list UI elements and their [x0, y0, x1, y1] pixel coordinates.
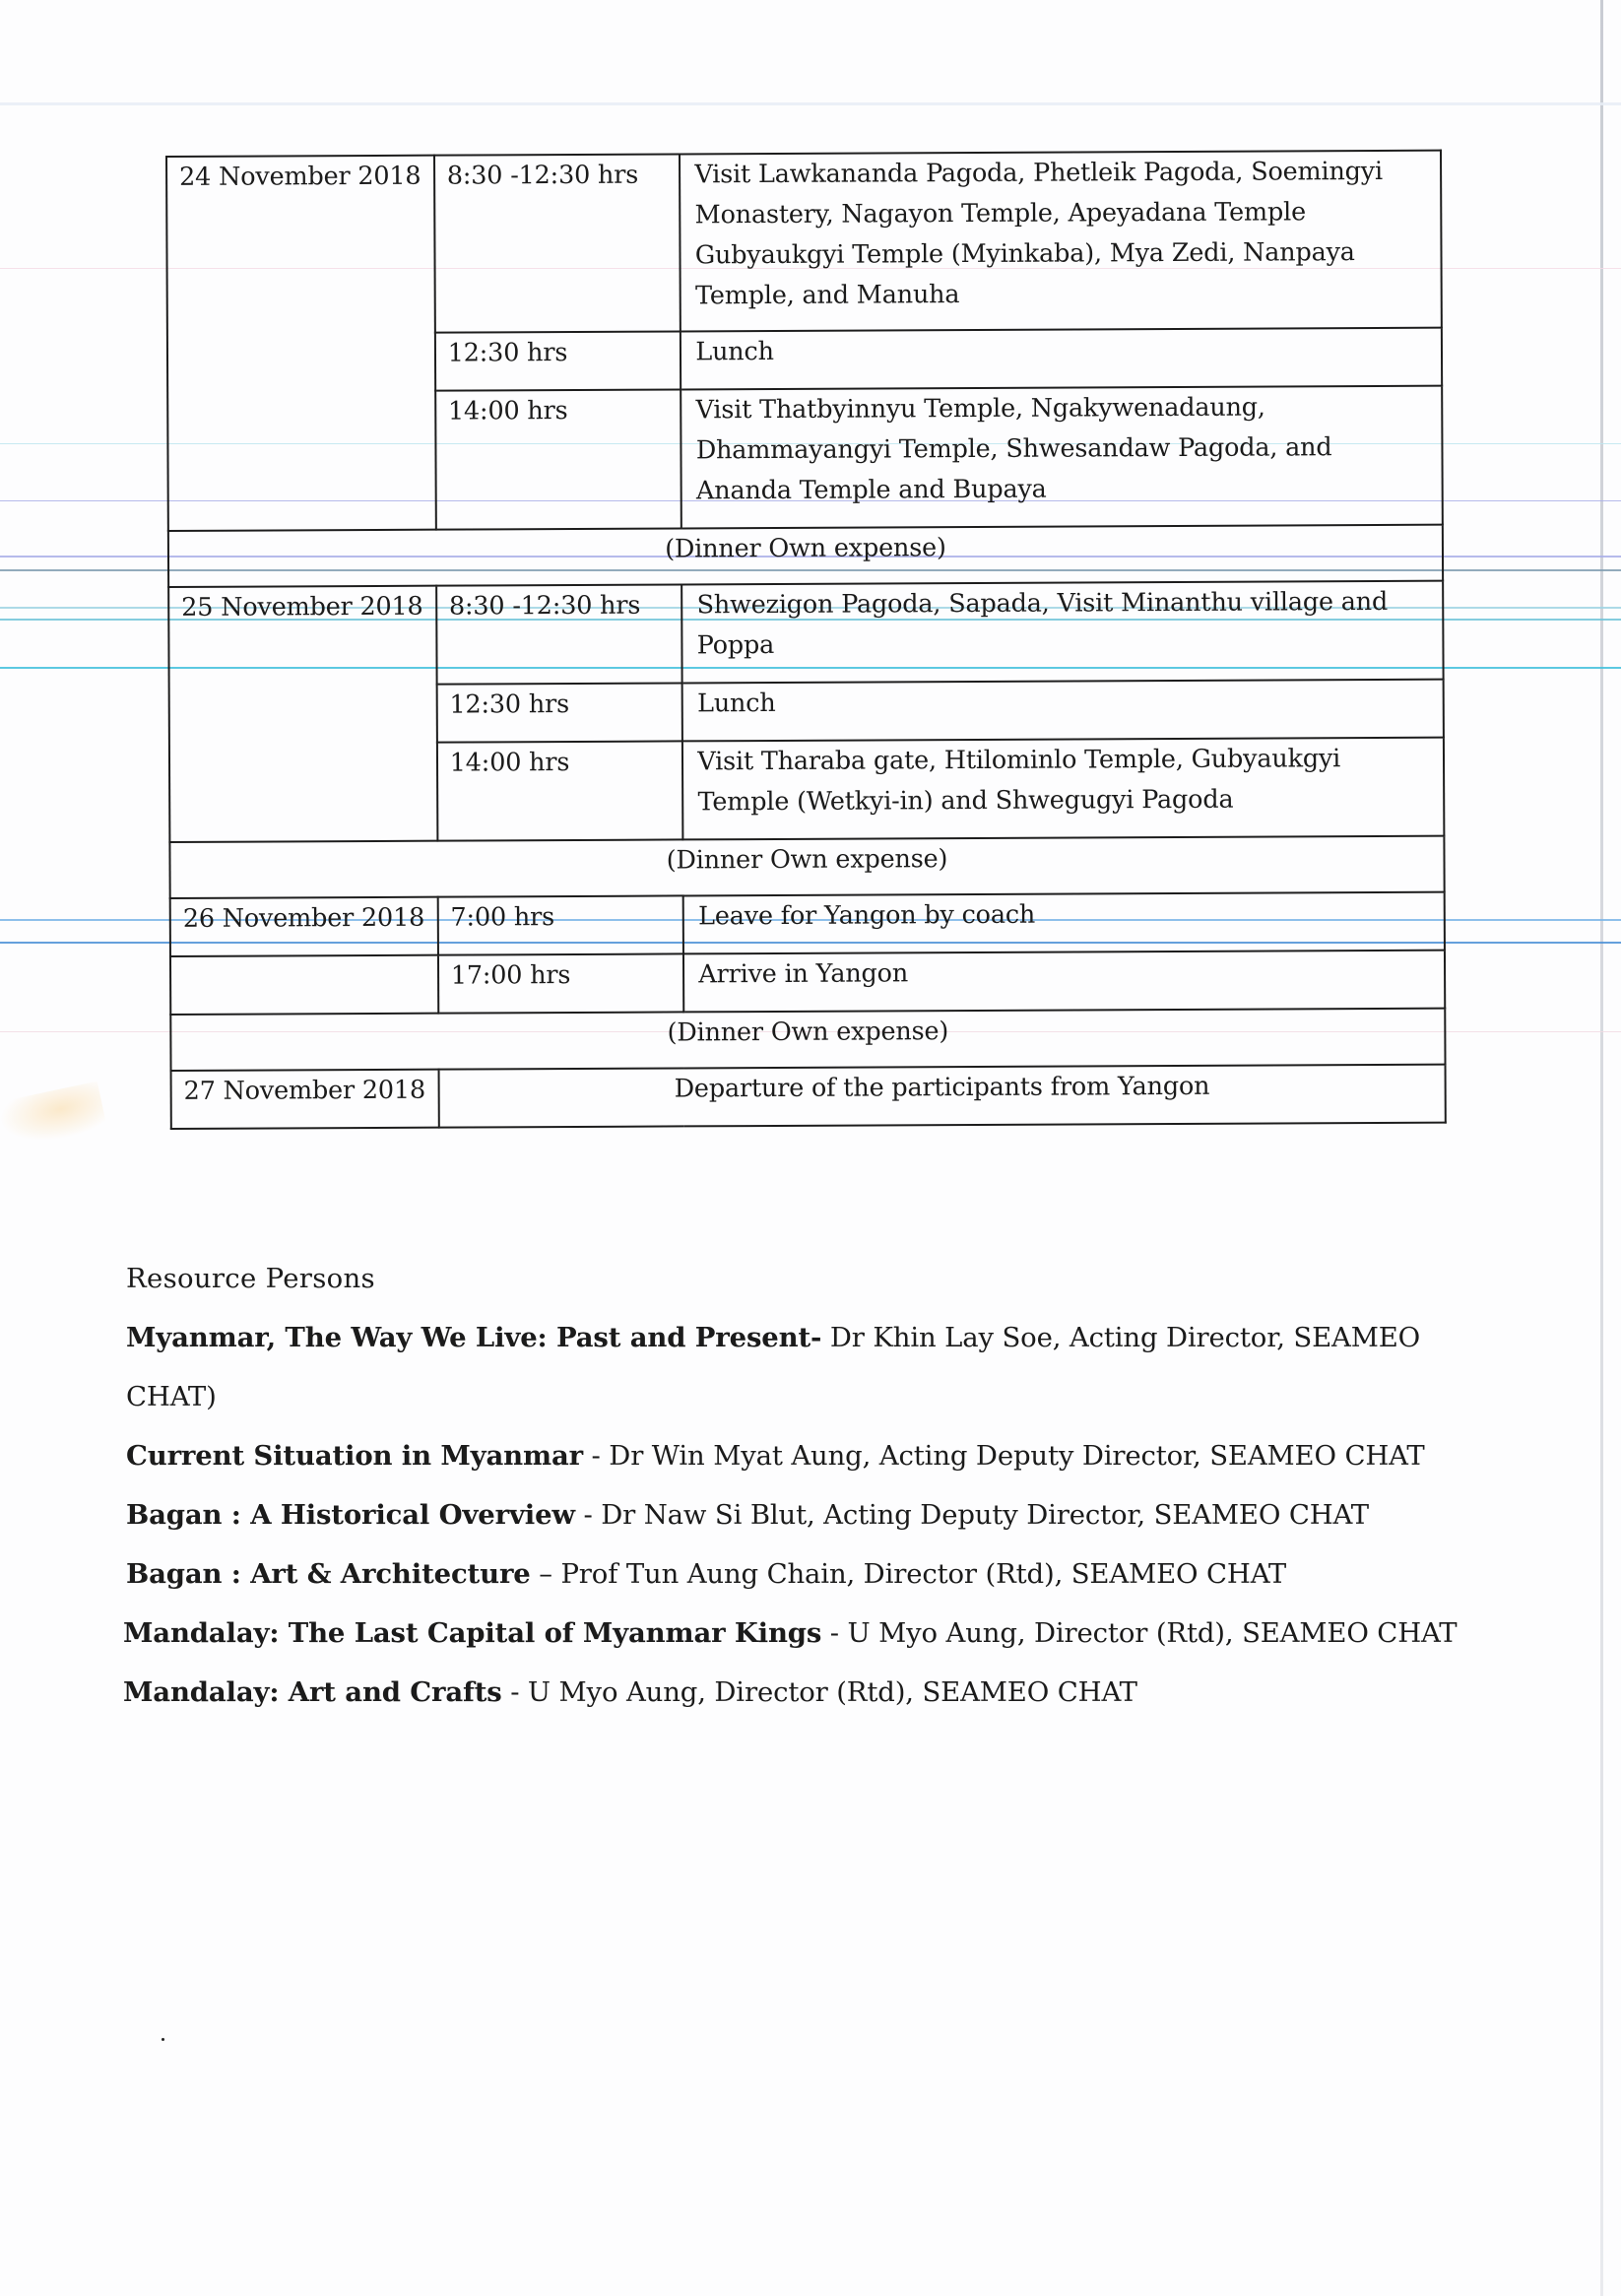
resource-person: - U Myo Aung, Director (Rtd), SEAMEO CHAT — [501, 1676, 1137, 1708]
session-topic: Myanmar, The Way We Live: Past and Present- — [126, 1322, 822, 1353]
resource-person-entry — [126, 1426, 1505, 1485]
empty-date-cell — [170, 955, 438, 1015]
table-row — [170, 951, 1445, 1015]
time-cell: 14:00 hrs — [437, 741, 683, 840]
date-cell: 24 November 2018 — [166, 156, 436, 531]
resource-person: - Dr Naw Si Blut, Acting Deputy Director, SEAMEO CHAT — [574, 1499, 1369, 1531]
resource-persons-section — [123, 1249, 1505, 1722]
dinner-note: (Dinner Own expense) — [168, 525, 1443, 587]
time-cell: 8:30 -12:30 hrs — [436, 584, 682, 684]
resource-person-entry — [126, 1308, 1505, 1426]
activity-cell: Visit Lawkananda Pagoda, Phetleik Pagoda, Soemingyi Monastery, Nagayon Temple, Apeyadana Temple Gubyaukgyi Temple (Myinkaba), Mya Zedi, Nanpaya Temple, and Manuha — [680, 151, 1442, 332]
resource-persons-heading: Resource Persons — [126, 1263, 375, 1294]
date-cell: 27 November 2018 — [171, 1070, 439, 1129]
activity-cell: Lunch — [681, 328, 1442, 390]
resource-person-entry — [123, 1604, 1505, 1663]
scan-page-edge — [1600, 0, 1603, 2296]
departure-cell: Departure of the participants from Yangon — [438, 1065, 1446, 1128]
resource-person: - U Myo Aung, Director (Rtd), SEAMEO CHAT — [821, 1617, 1458, 1649]
activity-cell: Visit Tharaba gate, Htilominlo Temple, Gubyaukgyi Temple (Wetkyi-in) and Shwegugyi Pagoda — [682, 738, 1444, 840]
table-row — [166, 151, 1442, 334]
table-row — [168, 525, 1443, 587]
table-row — [170, 1009, 1445, 1071]
resource-person: – Prof Tun Aung Chain, Director (Rtd), SEAMEO CHAT — [530, 1558, 1287, 1590]
activity-cell: Lunch — [682, 680, 1444, 742]
time-cell: 12:30 hrs — [436, 683, 682, 742]
scan-streak — [0, 102, 1621, 105]
resource-person-entry — [123, 1663, 1505, 1722]
session-topic: Bagan : A Historical Overview — [126, 1499, 575, 1531]
table-row — [168, 581, 1443, 686]
table-row — [171, 1065, 1446, 1129]
itinerary-table — [165, 150, 1447, 1130]
date-cell: 26 November 2018 — [170, 897, 438, 956]
activity-cell: Arrive in Yangon — [683, 951, 1445, 1013]
date-cell: 25 November 2018 — [168, 586, 437, 842]
session-topic: Current Situation in Myanmar — [126, 1440, 583, 1472]
resource-person-entry — [126, 1544, 1505, 1604]
table-row — [169, 836, 1444, 898]
resource-person-entry — [126, 1485, 1505, 1544]
session-topic: Bagan : Art & Architecture — [126, 1558, 531, 1590]
table-row — [170, 892, 1445, 956]
scan-dust-dot — [162, 2038, 164, 2041]
session-topic: Mandalay: The Last Capital of Myanmar Kings — [123, 1617, 822, 1649]
activity-cell: Visit Thatbyinnyu Temple, Ngakywenadaung, Dhammayangyi Temple, Shwesandaw Pagoda, and Ananda Temple and Bupaya — [681, 386, 1442, 529]
dinner-note: (Dinner Own expense) — [170, 1009, 1445, 1071]
time-cell: 8:30 -12:30 hrs — [434, 154, 681, 332]
session-topic: Mandalay: Art and Crafts — [123, 1676, 502, 1708]
time-cell: 7:00 hrs — [437, 895, 683, 954]
time-cell: 17:00 hrs — [438, 953, 684, 1013]
activity-cell: Leave for Yangon by coach — [683, 892, 1445, 954]
resource-person: - Dr Win Myat Aung, Acting Deputy Director, SEAMEO CHAT — [582, 1440, 1425, 1472]
time-cell: 12:30 hrs — [435, 331, 681, 390]
resource-person: Dr Khin Lay Soe, Acting Director, SEAMEO CHAT) — [126, 1322, 1421, 1412]
dinner-note: (Dinner Own expense) — [169, 836, 1444, 898]
activity-cell: Shwezigon Pagoda, Sapada, Visit Minanthu village and Poppa — [681, 581, 1443, 684]
scan-smudge — [0, 1082, 107, 1151]
time-cell: 14:00 hrs — [435, 389, 681, 529]
